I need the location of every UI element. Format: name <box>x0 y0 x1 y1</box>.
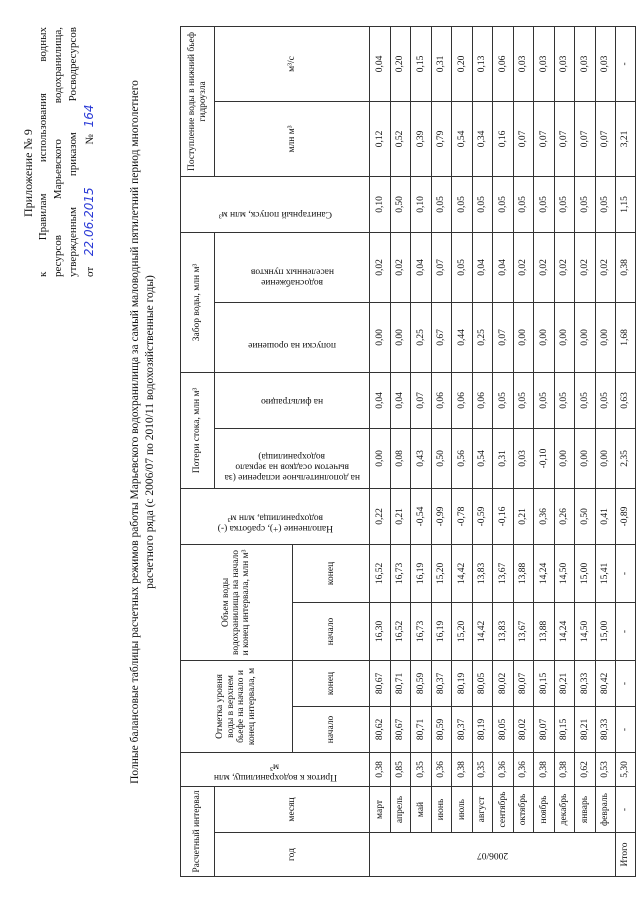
evaporation-cell: 0,50 <box>431 428 452 488</box>
downstream-volume-cell: 0,79 <box>431 101 452 176</box>
month-cell: февраль <box>595 786 616 832</box>
level-start-cell: 80,07 <box>534 706 555 752</box>
downstream-volume-cell: 0,12 <box>370 101 391 176</box>
fill-cell: 0,26 <box>554 488 575 544</box>
table-row <box>513 26 534 876</box>
fill-cell: 0,50 <box>575 488 596 544</box>
filtration-cell: 0,06 <box>452 372 473 428</box>
fill-cell: -0,16 <box>493 488 514 544</box>
fill-cell: -0,99 <box>431 488 452 544</box>
level-end-cell: - <box>616 660 636 706</box>
handwritten-number: 164 <box>81 104 96 128</box>
header-withdrawal: Забор воды, млн м³ <box>181 232 215 372</box>
downstream-flow-cell: - <box>616 26 636 101</box>
header-inflow: Приток к водохранилищу, млн м³ <box>181 752 370 786</box>
sanitary-cell: 0,05 <box>493 176 514 232</box>
month-cell: июнь <box>431 786 452 832</box>
downstream-volume-cell: 0,34 <box>472 101 493 176</box>
inflow-cell: 0,38 <box>452 752 473 786</box>
fill-cell: -0,59 <box>472 488 493 544</box>
volume-end-cell: 13,67 <box>493 544 514 602</box>
downstream-volume-cell: 0,07 <box>513 101 534 176</box>
irrigation-cell: 0,00 <box>595 302 616 372</box>
supply-cell: 0,02 <box>595 232 616 302</box>
table-body <box>370 26 616 876</box>
level-end-cell: 80,05 <box>472 660 493 706</box>
sanitary-cell: 0,05 <box>431 176 452 232</box>
evaporation-cell: 0,31 <box>493 428 514 488</box>
sanitary-cell: 0,05 <box>513 176 534 232</box>
downstream-volume-cell: 0,52 <box>390 101 411 176</box>
month-cell: октябрь <box>513 786 534 832</box>
level-end-cell: 80,15 <box>534 660 555 706</box>
volume-end-cell: 16,52 <box>370 544 391 602</box>
volume-end-cell: 15,00 <box>575 544 596 602</box>
volume-end-cell: 16,19 <box>411 544 432 602</box>
irrigation-cell: 0,25 <box>411 302 432 372</box>
inflow-cell: 5,30 <box>616 752 636 786</box>
level-end-cell: 80,71 <box>390 660 411 706</box>
downstream-flow-cell: 0,03 <box>534 26 555 101</box>
header-level-start: начало <box>292 706 370 752</box>
header-level-end: конец <box>292 660 370 706</box>
table-row <box>390 26 411 876</box>
inflow-cell: 0,36 <box>431 752 452 786</box>
downstream-flow-cell: 0,03 <box>595 26 616 101</box>
volume-start-cell: 16,73 <box>411 602 432 660</box>
fill-cell: 0,41 <box>595 488 616 544</box>
title-line-2: расчетного ряда (с 2006/07 по 2010/11 водохозяйственные годы) <box>143 275 156 589</box>
volume-start-cell: 14,42 <box>472 602 493 660</box>
sanitary-cell: 0,10 <box>411 176 432 232</box>
level-end-cell: 80,19 <box>452 660 473 706</box>
document-title <box>128 72 158 792</box>
sanitary-cell: 0,50 <box>390 176 411 232</box>
sanitary-cell: 0,05 <box>575 176 596 232</box>
evaporation-cell: 0,00 <box>595 428 616 488</box>
header-losses: Потери стока, млн м³ <box>181 372 215 488</box>
filtration-cell: 0,05 <box>554 372 575 428</box>
header-mln-m3: млн м³ <box>215 101 370 176</box>
volume-start-cell: 14,50 <box>575 602 596 660</box>
header-irrigation: попуски на орошение <box>215 302 370 372</box>
volume-start-cell: - <box>616 602 636 660</box>
downstream-flow-cell: 0,03 <box>575 26 596 101</box>
appendix-line-2: к Правилам использования водных <box>37 27 50 277</box>
level-start-cell: 80,37 <box>452 706 473 752</box>
supply-cell: 0,04 <box>493 232 514 302</box>
evaporation-cell: 0,00 <box>370 428 391 488</box>
table-row <box>370 26 391 876</box>
table-row <box>595 26 616 876</box>
filtration-cell: 0,04 <box>390 372 411 428</box>
appendix-line-3: ресурсов Марьевского водохранилища, <box>52 27 65 277</box>
evaporation-cell: 0,00 <box>554 428 575 488</box>
sanitary-cell: 0,10 <box>370 176 391 232</box>
level-start-cell: - <box>616 706 636 752</box>
table-row <box>411 26 432 876</box>
header-downstream: Поступление воды в нижний бьеф гидроузла <box>181 26 215 176</box>
table-row <box>431 26 452 876</box>
number-label: № <box>83 134 96 145</box>
volume-end-cell: 15,41 <box>595 544 616 602</box>
filtration-cell: 0,63 <box>616 372 636 428</box>
header-evaporation: на дополнительное испарение (за вычетом осадков на зеркало водохранилища) <box>215 428 370 488</box>
irrigation-cell: 0,00 <box>513 302 534 372</box>
title-line-1: Полные балансовые таблицы расчетных режимов работы Марьевского водохранилища за самый маловодный пятилетний период многолетнего <box>129 80 141 784</box>
fill-cell: 0,21 <box>390 488 411 544</box>
supply-cell: 0,04 <box>472 232 493 302</box>
header-interval: Расчетный интервал <box>181 786 215 876</box>
filtration-cell: 0,06 <box>472 372 493 428</box>
inflow-cell: 0,38 <box>554 752 575 786</box>
evaporation-cell: 0,43 <box>411 428 432 488</box>
month-cell: август <box>472 786 493 832</box>
month-cell: январь <box>575 786 596 832</box>
level-start-cell: 80,21 <box>575 706 596 752</box>
fill-cell: -0,78 <box>452 488 473 544</box>
header-year: год <box>215 833 370 877</box>
filtration-cell: 0,05 <box>513 372 534 428</box>
downstream-volume-cell: 0,07 <box>595 101 616 176</box>
level-start-cell: 80,02 <box>513 706 534 752</box>
balance-table <box>180 26 636 877</box>
header-month: месяц <box>215 786 370 832</box>
header-volume: Объем воды водохранилища на начало и конец интервала, млн м³ <box>181 544 293 660</box>
appendix-title: Приложение № 9 <box>21 129 35 217</box>
month-cell: - <box>616 786 636 832</box>
level-start-cell: 80,71 <box>411 706 432 752</box>
downstream-volume-cell: 0,16 <box>493 101 514 176</box>
level-start-cell: 80,59 <box>431 706 452 752</box>
header-m3s: м³/с <box>215 26 370 101</box>
supply-cell: 0,38 <box>616 232 636 302</box>
month-cell: май <box>411 786 432 832</box>
level-start-cell: 80,62 <box>370 706 391 752</box>
inflow-cell: 0,35 <box>411 752 432 786</box>
downstream-flow-cell: 0,04 <box>370 26 391 101</box>
supply-cell: 0,07 <box>431 232 452 302</box>
volume-end-cell: 14,42 <box>452 544 473 602</box>
table-row <box>452 26 473 876</box>
table-row <box>493 26 514 876</box>
sanitary-cell: 1,15 <box>616 176 636 232</box>
year-cell: 2006/07 <box>370 833 616 877</box>
handwritten-date: 22.06.2015 <box>81 187 96 257</box>
filtration-cell: 0,06 <box>431 372 452 428</box>
table-row <box>472 26 493 876</box>
level-end-cell: 80,37 <box>431 660 452 706</box>
evaporation-cell: 2,35 <box>616 428 636 488</box>
supply-cell: 0,02 <box>390 232 411 302</box>
irrigation-cell: 0,00 <box>575 302 596 372</box>
table-row <box>534 26 555 876</box>
irrigation-cell: 0,00 <box>554 302 575 372</box>
volume-end-cell: - <box>616 544 636 602</box>
month-cell: декабрь <box>554 786 575 832</box>
header-volume-start: начало <box>292 602 370 660</box>
irrigation-cell: 1,68 <box>616 302 636 372</box>
month-cell: сентябрь <box>493 786 514 832</box>
evaporation-cell: 0,54 <box>472 428 493 488</box>
sanitary-cell: 0,05 <box>452 176 473 232</box>
volume-end-cell: 14,24 <box>534 544 555 602</box>
supply-cell: 0,02 <box>513 232 534 302</box>
level-end-cell: 80,67 <box>370 660 391 706</box>
filtration-cell: 0,04 <box>370 372 391 428</box>
sanitary-cell: 0,05 <box>554 176 575 232</box>
volume-start-cell: 13,83 <box>493 602 514 660</box>
supply-cell: 0,04 <box>411 232 432 302</box>
irrigation-cell: 0,67 <box>431 302 452 372</box>
downstream-volume-cell: 3,21 <box>616 101 636 176</box>
volume-end-cell: 13,83 <box>472 544 493 602</box>
downstream-flow-cell: 0,03 <box>554 26 575 101</box>
supply-cell: 0,02 <box>554 232 575 302</box>
level-end-cell: 80,59 <box>411 660 432 706</box>
downstream-volume-cell: 0,07 <box>534 101 555 176</box>
volume-start-cell: 16,30 <box>370 602 391 660</box>
volume-end-cell: 16,73 <box>390 544 411 602</box>
downstream-flow-cell: 0,06 <box>493 26 514 101</box>
downstream-flow-cell: 0,31 <box>431 26 452 101</box>
downstream-volume-cell: 0,54 <box>452 101 473 176</box>
evaporation-cell: -0,10 <box>534 428 555 488</box>
downstream-flow-cell: 0,20 <box>452 26 473 101</box>
irrigation-cell: 0,44 <box>452 302 473 372</box>
downstream-volume-cell: 0,39 <box>411 101 432 176</box>
level-start-cell: 80,15 <box>554 706 575 752</box>
volume-start-cell: 13,67 <box>513 602 534 660</box>
sanitary-cell: 0,05 <box>595 176 616 232</box>
evaporation-cell: 0,03 <box>513 428 534 488</box>
irrigation-cell: 0,00 <box>370 302 391 372</box>
inflow-cell: 0,36 <box>513 752 534 786</box>
inflow-cell: 0,62 <box>575 752 596 786</box>
evaporation-cell: 0,00 <box>575 428 596 488</box>
total-row <box>616 26 636 876</box>
irrigation-cell: 0,07 <box>493 302 514 372</box>
sanitary-cell: 0,05 <box>472 176 493 232</box>
volume-start-cell: 16,52 <box>390 602 411 660</box>
fill-cell: 0,21 <box>513 488 534 544</box>
irrigation-cell: 0,00 <box>390 302 411 372</box>
downstream-volume-cell: 0,07 <box>554 101 575 176</box>
month-cell: март <box>370 786 391 832</box>
fill-cell: 0,36 <box>534 488 555 544</box>
date-prefix: от <box>83 266 96 277</box>
month-cell: ноябрь <box>534 786 555 832</box>
volume-start-cell: 13,88 <box>534 602 555 660</box>
level-end-cell: 80,33 <box>575 660 596 706</box>
inflow-cell: 0,38 <box>370 752 391 786</box>
supply-cell: 0,02 <box>534 232 555 302</box>
filtration-cell: 0,05 <box>575 372 596 428</box>
month-cell: апрель <box>390 786 411 832</box>
level-start-cell: 80,33 <box>595 706 616 752</box>
level-end-cell: 80,21 <box>554 660 575 706</box>
volume-end-cell: 14,50 <box>554 544 575 602</box>
level-end-cell: 80,42 <box>595 660 616 706</box>
filtration-cell: 0,05 <box>595 372 616 428</box>
irrigation-cell: 0,25 <box>472 302 493 372</box>
fill-cell: -0,89 <box>616 488 636 544</box>
inflow-cell: 0,85 <box>390 752 411 786</box>
filtration-cell: 0,05 <box>534 372 555 428</box>
fill-cell: 0,22 <box>370 488 391 544</box>
level-start-cell: 80,05 <box>493 706 514 752</box>
evaporation-cell: 0,56 <box>452 428 473 488</box>
level-end-cell: 80,02 <box>493 660 514 706</box>
irrigation-cell: 0,00 <box>534 302 555 372</box>
filtration-cell: 0,05 <box>493 372 514 428</box>
volume-start-cell: 16,19 <box>431 602 452 660</box>
filtration-cell: 0,07 <box>411 372 432 428</box>
header-level: Отметка уровня воды в верхнем бьефе на начало и конец интервала, м <box>181 660 293 752</box>
downstream-flow-cell: 0,20 <box>390 26 411 101</box>
downstream-flow-cell: 0,03 <box>513 26 534 101</box>
total-label: Итого <box>616 833 636 877</box>
fill-cell: -0,54 <box>411 488 432 544</box>
level-end-cell: 80,07 <box>513 660 534 706</box>
supply-cell: 0,05 <box>452 232 473 302</box>
supply-cell: 0,02 <box>370 232 391 302</box>
sanitary-cell: 0,05 <box>534 176 555 232</box>
inflow-cell: 0,38 <box>534 752 555 786</box>
header-supply: водоснабжение населенных пунктов <box>215 232 370 302</box>
evaporation-cell: 0,08 <box>390 428 411 488</box>
inflow-cell: 0,53 <box>595 752 616 786</box>
header-filtration: на фильтрацию <box>215 372 370 428</box>
volume-start-cell: 15,20 <box>452 602 473 660</box>
table-row <box>575 26 596 876</box>
inflow-cell: 0,36 <box>493 752 514 786</box>
level-start-cell: 80,19 <box>472 706 493 752</box>
downstream-flow-cell: 0,15 <box>411 26 432 101</box>
month-cell: июль <box>452 786 473 832</box>
header-fill: Наполнение (+), сработка (-) водохранилища, млн м³ <box>181 488 370 544</box>
header-volume-end: конец <box>292 544 370 602</box>
appendix-line-4: утвержденным приказом Росводресурсов <box>66 27 79 277</box>
appendix-date-line <box>81 27 98 277</box>
header-sanitary: Санитарный попуск, млн м³ <box>181 176 370 232</box>
volume-start-cell: 14,24 <box>554 602 575 660</box>
downstream-flow-cell: 0,13 <box>472 26 493 101</box>
supply-cell: 0,02 <box>575 232 596 302</box>
volume-start-cell: 15,00 <box>595 602 616 660</box>
table-row <box>554 26 575 876</box>
appendix-header <box>20 27 98 277</box>
inflow-cell: 0,35 <box>472 752 493 786</box>
volume-end-cell: 13,88 <box>513 544 534 602</box>
volume-end-cell: 15,20 <box>431 544 452 602</box>
downstream-volume-cell: 0,07 <box>575 101 596 176</box>
level-start-cell: 80,67 <box>390 706 411 752</box>
